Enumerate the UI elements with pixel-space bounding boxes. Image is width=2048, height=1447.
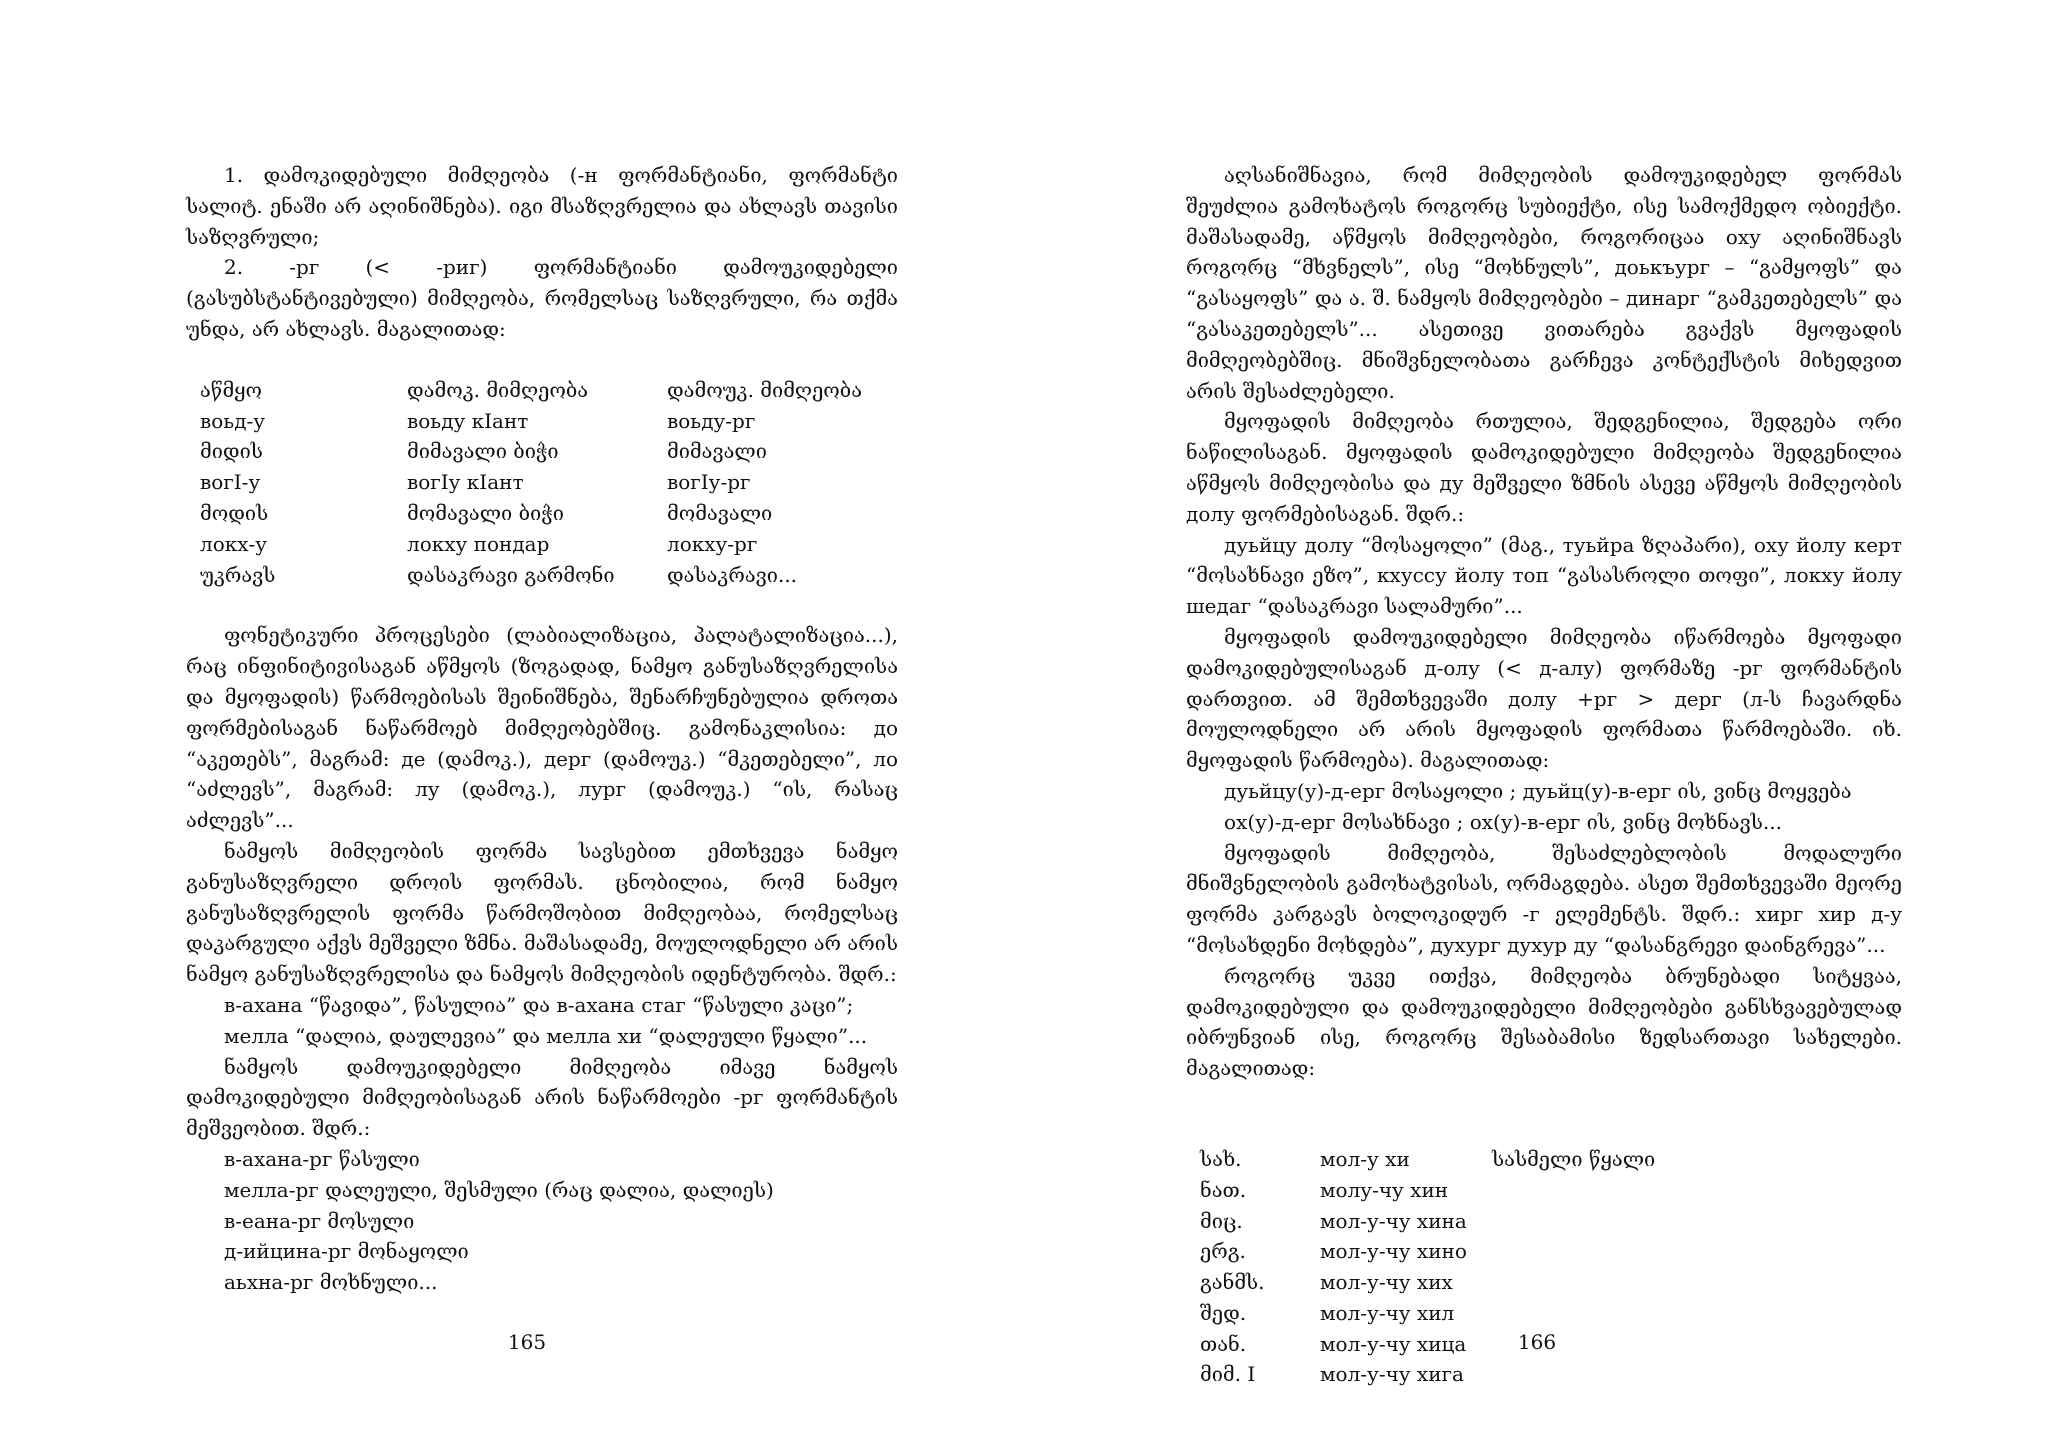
- table-cell: ნათ.: [1200, 1177, 1247, 1202]
- table-cell: მიმავალი ბიჭი: [407, 439, 559, 464]
- table-cell: სასმელი წყალი: [1492, 1146, 1656, 1171]
- table-row: [200, 375, 867, 406]
- example-line: в-ахана-рг წასული: [224, 1146, 420, 1171]
- example-line: ох(у)-д-ерг მოსახნავი ; ох(у)-в-ерг ის, ვინც მოხნავს...: [1224, 809, 1782, 834]
- table-row: [200, 498, 867, 529]
- paragraph: როგორც უკვე ითქვა, მიმღეობა ბრუნებადი სიტყვაა, დამოკიდებული და დამოუკიდებელი მიმღეობები განსხვავებულად იბრუნვიან ისე, როგორც შესაბამისი ზედსართავი სახელები. მაგალითად:: [1186, 963, 1902, 1081]
- table-cell: დასაკრავი გარმონი: [407, 562, 615, 587]
- table-cell: მიც.: [1200, 1208, 1243, 1233]
- table-row: [200, 529, 867, 560]
- table-cell: [1492, 1206, 1752, 1237]
- page-number: 165: [507, 1330, 547, 1354]
- spacer: [1186, 1084, 1902, 1114]
- page-number: 166: [1517, 1330, 1557, 1354]
- table-row: [1200, 1267, 1752, 1298]
- table-row: [1200, 1206, 1752, 1237]
- table-cell: мол-у хи: [1320, 1146, 1410, 1171]
- example-line: д-ийцина-рг მონაყოლი: [224, 1239, 469, 1264]
- example-line: мелла “დალია, დაულევია” და мелла хи “დალეული წყალი”...: [224, 1023, 868, 1048]
- table-cell: мол-у-чу хина: [1320, 1208, 1467, 1233]
- table-cell: молу-чу хин: [1320, 1177, 1449, 1202]
- table-cell: локху пондар: [407, 531, 550, 556]
- table-cell: [1492, 1298, 1752, 1329]
- table-cell: მიმავალი: [667, 439, 767, 464]
- table-cell: мол-у-чу хих: [1320, 1270, 1453, 1295]
- spacer: [186, 590, 898, 620]
- paragraph: აღსანიშნავია, რომ მიმღეობის დამოუკიდებელ ფორმას შეუძლია გამოხატოს როგორც სუბიექტი, ისე სამოქმედო ობიექტი. მაშასადამე, აწმყოს მიმღეობები, როგორიცაა оху აღინიშნავს როგორც “მხვნელს”, ისე “მოხნულს”, доькъург – “გამყოფს” და “გასაყოფს” და ა. შ. ნამყოს მიმღეობები – динарг “გამკეთებელს” და “გასაკეთებელს”... ასეთივე ვითარება გვაქვს მყოფადის მიმღეობებშიც. მნიშვნელობათა გარჩევა კონტექსტის მიხედვით არის შესაძლებელი.: [1186, 163, 1902, 403]
- table-cell: воьд-у: [200, 408, 266, 433]
- table-cell: სახ.: [1200, 1146, 1242, 1171]
- table-cell: мол-у-чу хица: [1320, 1331, 1467, 1356]
- table-row: [200, 560, 867, 591]
- paragraph: მყოფადის მიმღეობა, შესაძლებლობის მოდალური მნიშვნელობის გამოხატვისას, ორმაგდება. ასეთ შემთხვევაში მეორე ფორმა კარგავს ბოლოკიდურ -г ელემენტს. შდრ.: хирг хир д-у “მოსახდენი მოხდება”, духург духур ду “დასანგრევი დაინგრევა”...: [1186, 840, 1902, 957]
- spacer: [1186, 1114, 1902, 1144]
- table-cell: [1492, 1267, 1752, 1298]
- table-cell: локху-рг: [667, 531, 758, 556]
- table-cell: мол-у-чу хино: [1320, 1239, 1467, 1264]
- table-cell: ერგ.: [1200, 1239, 1246, 1264]
- table-row: [200, 406, 867, 437]
- table-row: [1200, 1175, 1752, 1206]
- table-cell: დასაკრავი...: [667, 562, 798, 587]
- paragraph: 2. -рг (< -риг) ფორმანტიანი დამოუკიდებელი (გასუბსტანტივებული) მიმღეობა, რომელსაც საზღვრული, რა თქმა უნდა, არ ახლავს. მაგალითად:: [186, 255, 898, 341]
- table-cell: შედ.: [1200, 1300, 1247, 1325]
- example-line: аьхна-рг მოხნული...: [224, 1270, 438, 1295]
- table-cell: უკრავს: [200, 562, 276, 587]
- table-cell: [1492, 1359, 1752, 1390]
- table-cell: локх-у: [200, 531, 268, 556]
- table-cell: აწმყო: [200, 377, 263, 402]
- table-cell: вогI-у: [200, 470, 261, 495]
- table-cell: воьду кIант: [407, 408, 529, 433]
- table-cell: мол-у-чу хил: [1320, 1300, 1455, 1325]
- table-cell: воьду-рг: [667, 408, 756, 433]
- table-cell: მომავალი ბიჭი: [407, 500, 564, 525]
- paragraph: 1. დამოკიდებული მიმღეობა (-н ფორმანტიანი, ფორმანტი სალიტ. ენაში არ აღინიშნება). იგი მსაზღვრელია და ახლავს თავისი საზღვრული;: [186, 163, 898, 249]
- paragraph: ნამყოს დამოუკიდებელი მიმღეობა იმავე ნამყოს დამოკიდებული მიმღეობისაგან არის ნაწარმოები -рг ფორმანტის მეშვეობით. შდრ.:: [186, 1054, 898, 1141]
- spacer: [186, 345, 898, 375]
- paragraph: ფონეტიკური პროცესები (ლაბიალიზაცია, პალატალიზაცია...), რაც ინფინიტივისაგან აწმყოს (ზოგადად, ნამყო განუსაზღვრელისა და მყოფადის) წარმოებისას შეინიშნება, შენარჩუნებულია დროთა ფორმებისაგან ნაწარმოებ მიმღეობებშიც. გამონაკლისია: до “აკეთებს”, მაგრამ: де (დამოკ.), дерг (დამოუკ.) “მკეთებელი”, ло “აძლევს”, მაგრამ: лу (დამოკ.), лург (დამოუკ.) “ის, რასაც აძლევს”...: [186, 623, 898, 833]
- table-cell: вогIу кIант: [407, 470, 524, 495]
- table-row: [1200, 1359, 1752, 1390]
- table-cell: თან.: [1200, 1331, 1247, 1356]
- table-cell: მომავალი: [667, 500, 773, 525]
- left-page-body: [186, 160, 898, 1298]
- example-line: дуьйцу(у)-д-ерг მოსაყოლი ; дуьйц(у)-в-ерг ის, ვინც მოყვება: [1224, 778, 1852, 803]
- table-cell: вогIу-рг: [667, 470, 751, 495]
- paragraph: მყოფადის დამოუკიდებელი მიმღეობა იწარმოება მყოფადი დამოკიდებულისაგან д-олу (< д-алу) ფორმაზე -рг ფორმანტის დართვით. ამ შემთხვევაში долу +рг > дерг (л-ს ჩავარდნა მოულოდნელი არ არის მყოფადის ფორმათა წარმოებაში. იხ. მყოფადის წარმოება). მაგალითად:: [1186, 624, 1902, 773]
- paragraph: дуьйцу долу “მოსაყოლი” (მაგ., туьйра ზღაპარი), оху йолу керт “მოსახნავი ეზო”, кхуссу йолу топ “გასასროლი თოფი”, локху йолу шедаг “დასაკრავი სალამური”...: [1186, 532, 1902, 619]
- right-page-body: [1186, 160, 1902, 1390]
- right-page: [1024, 0, 2048, 1447]
- table-row: [1200, 1298, 1752, 1329]
- table-cell: [1492, 1236, 1752, 1267]
- table-cell: მიდის: [200, 439, 263, 464]
- table-cell: мол-у-чу хига: [1320, 1362, 1464, 1387]
- table-cell: განმს.: [1200, 1270, 1265, 1295]
- example-line: мелла-рг დალეული, შესმული (რაც დალია, დალიეს): [224, 1177, 774, 1202]
- table-cell: [1492, 1175, 1752, 1206]
- table-row: [1200, 1236, 1752, 1267]
- table-cell: დამოკ. მიმღეობა: [407, 377, 589, 402]
- paragraph: მყოფადის მიმღეობა რთულია, შედგენილია, შედგება ორი ნაწილისაგან. მყოფადის დამოკიდებული მიმღეობა შედგენილია აწმყოს მიმღეობისა და ду მეშველი ზმნის ასევე აწმყოს მიმღეობის долу ფორმებისაგან. შდრ.:: [1186, 409, 1902, 526]
- paradigm-table: [200, 375, 867, 591]
- table-row: [200, 467, 867, 498]
- table-row: [1200, 1144, 1752, 1175]
- paragraph: ნამყოს მიმღეობის ფორმა სავსებით ემთხვევა ნამყო განუსაზღვრელი დროის ფორმას. ცნობილია, რომ ნამყო განუსაზღვრელის ფორმა წარმოშობით მიმღეობაა, რომელსაც დაკარგული აქვს მეშველი ზმნა. მაშასადამე, მოულოდნელი არ არის ნამყო განუსაზღვრელისა და ნამყოს მიმღეობის იდენტურობა. შდრ.:: [186, 838, 898, 987]
- table-cell: მიმ. I: [1200, 1362, 1256, 1387]
- example-line: в-ахана “წავიდა”, წასულია” და в-ахана стаг “წასული კაცი”;: [224, 992, 854, 1017]
- table-cell: მოდის: [200, 500, 269, 525]
- example-line: в-еана-рг მოსული: [224, 1208, 415, 1233]
- table-cell: დამოუკ. მიმღეობა: [667, 377, 863, 402]
- table-row: [200, 436, 867, 467]
